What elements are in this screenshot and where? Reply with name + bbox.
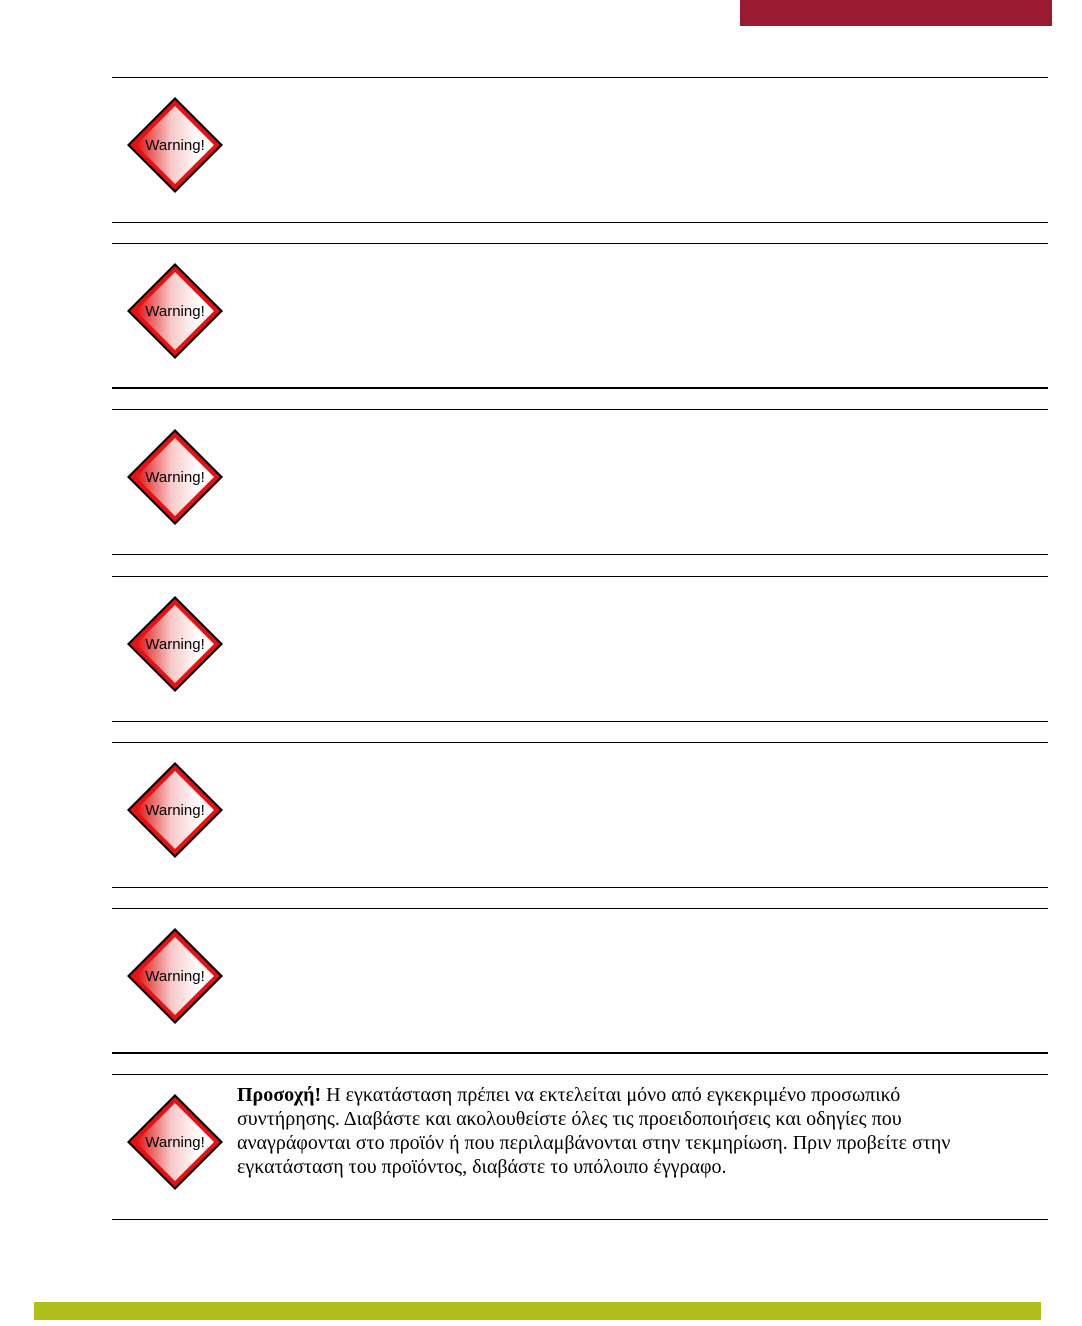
warning-block-6: [112, 908, 1048, 1054]
warning-body: Η εγκατάσταση πρέπει να εκτελείται μόνο από εγκεκριμένο προσωπικό συντήρησης. Διαβάστε και ακολουθείστε όλες τις προειδοποιήσεις και οδηγίες που αναγράφονται στο προϊόν ή που περιλαμβάνονται στην τεκμηρίωση. Πριν προβείτε στην εγκατάσταση του προϊόντος, διαβάστε το υπόλοιπο έγγραφο.: [237, 1084, 951, 1178]
warning-icon-label: Warning!: [145, 303, 205, 320]
footer-accent-bar: [34, 1302, 1041, 1320]
warning-block-3: [112, 409, 1048, 555]
warning-icon-label: Warning!: [145, 636, 205, 653]
warning-sign-icon: [125, 926, 225, 1026]
warning-sign-icon: [125, 427, 225, 527]
warning-icon-label: Warning!: [145, 137, 205, 154]
warning-icon-label: Warning!: [145, 802, 205, 819]
warning-sign-icon: [125, 760, 225, 860]
warning-sign-icon: [125, 594, 225, 694]
warning-text: [237, 1083, 957, 1179]
warning-block-7: [112, 1074, 1048, 1220]
header-accent-bar: [740, 0, 1052, 26]
warning-icon-label: Warning!: [145, 968, 205, 985]
warning-block-4: [112, 576, 1048, 722]
warning-block-5: [112, 742, 1048, 888]
warning-block-2: [112, 243, 1048, 389]
warning-sign-icon: [125, 1092, 225, 1192]
warning-sign-icon: [125, 261, 225, 361]
warning-icon-label: Warning!: [145, 469, 205, 486]
warning-heading: Προσοχή!: [237, 1084, 322, 1106]
warning-block-1: [112, 77, 1048, 223]
warning-icon-label: Warning!: [145, 1134, 205, 1151]
warning-sign-icon: [125, 95, 225, 195]
